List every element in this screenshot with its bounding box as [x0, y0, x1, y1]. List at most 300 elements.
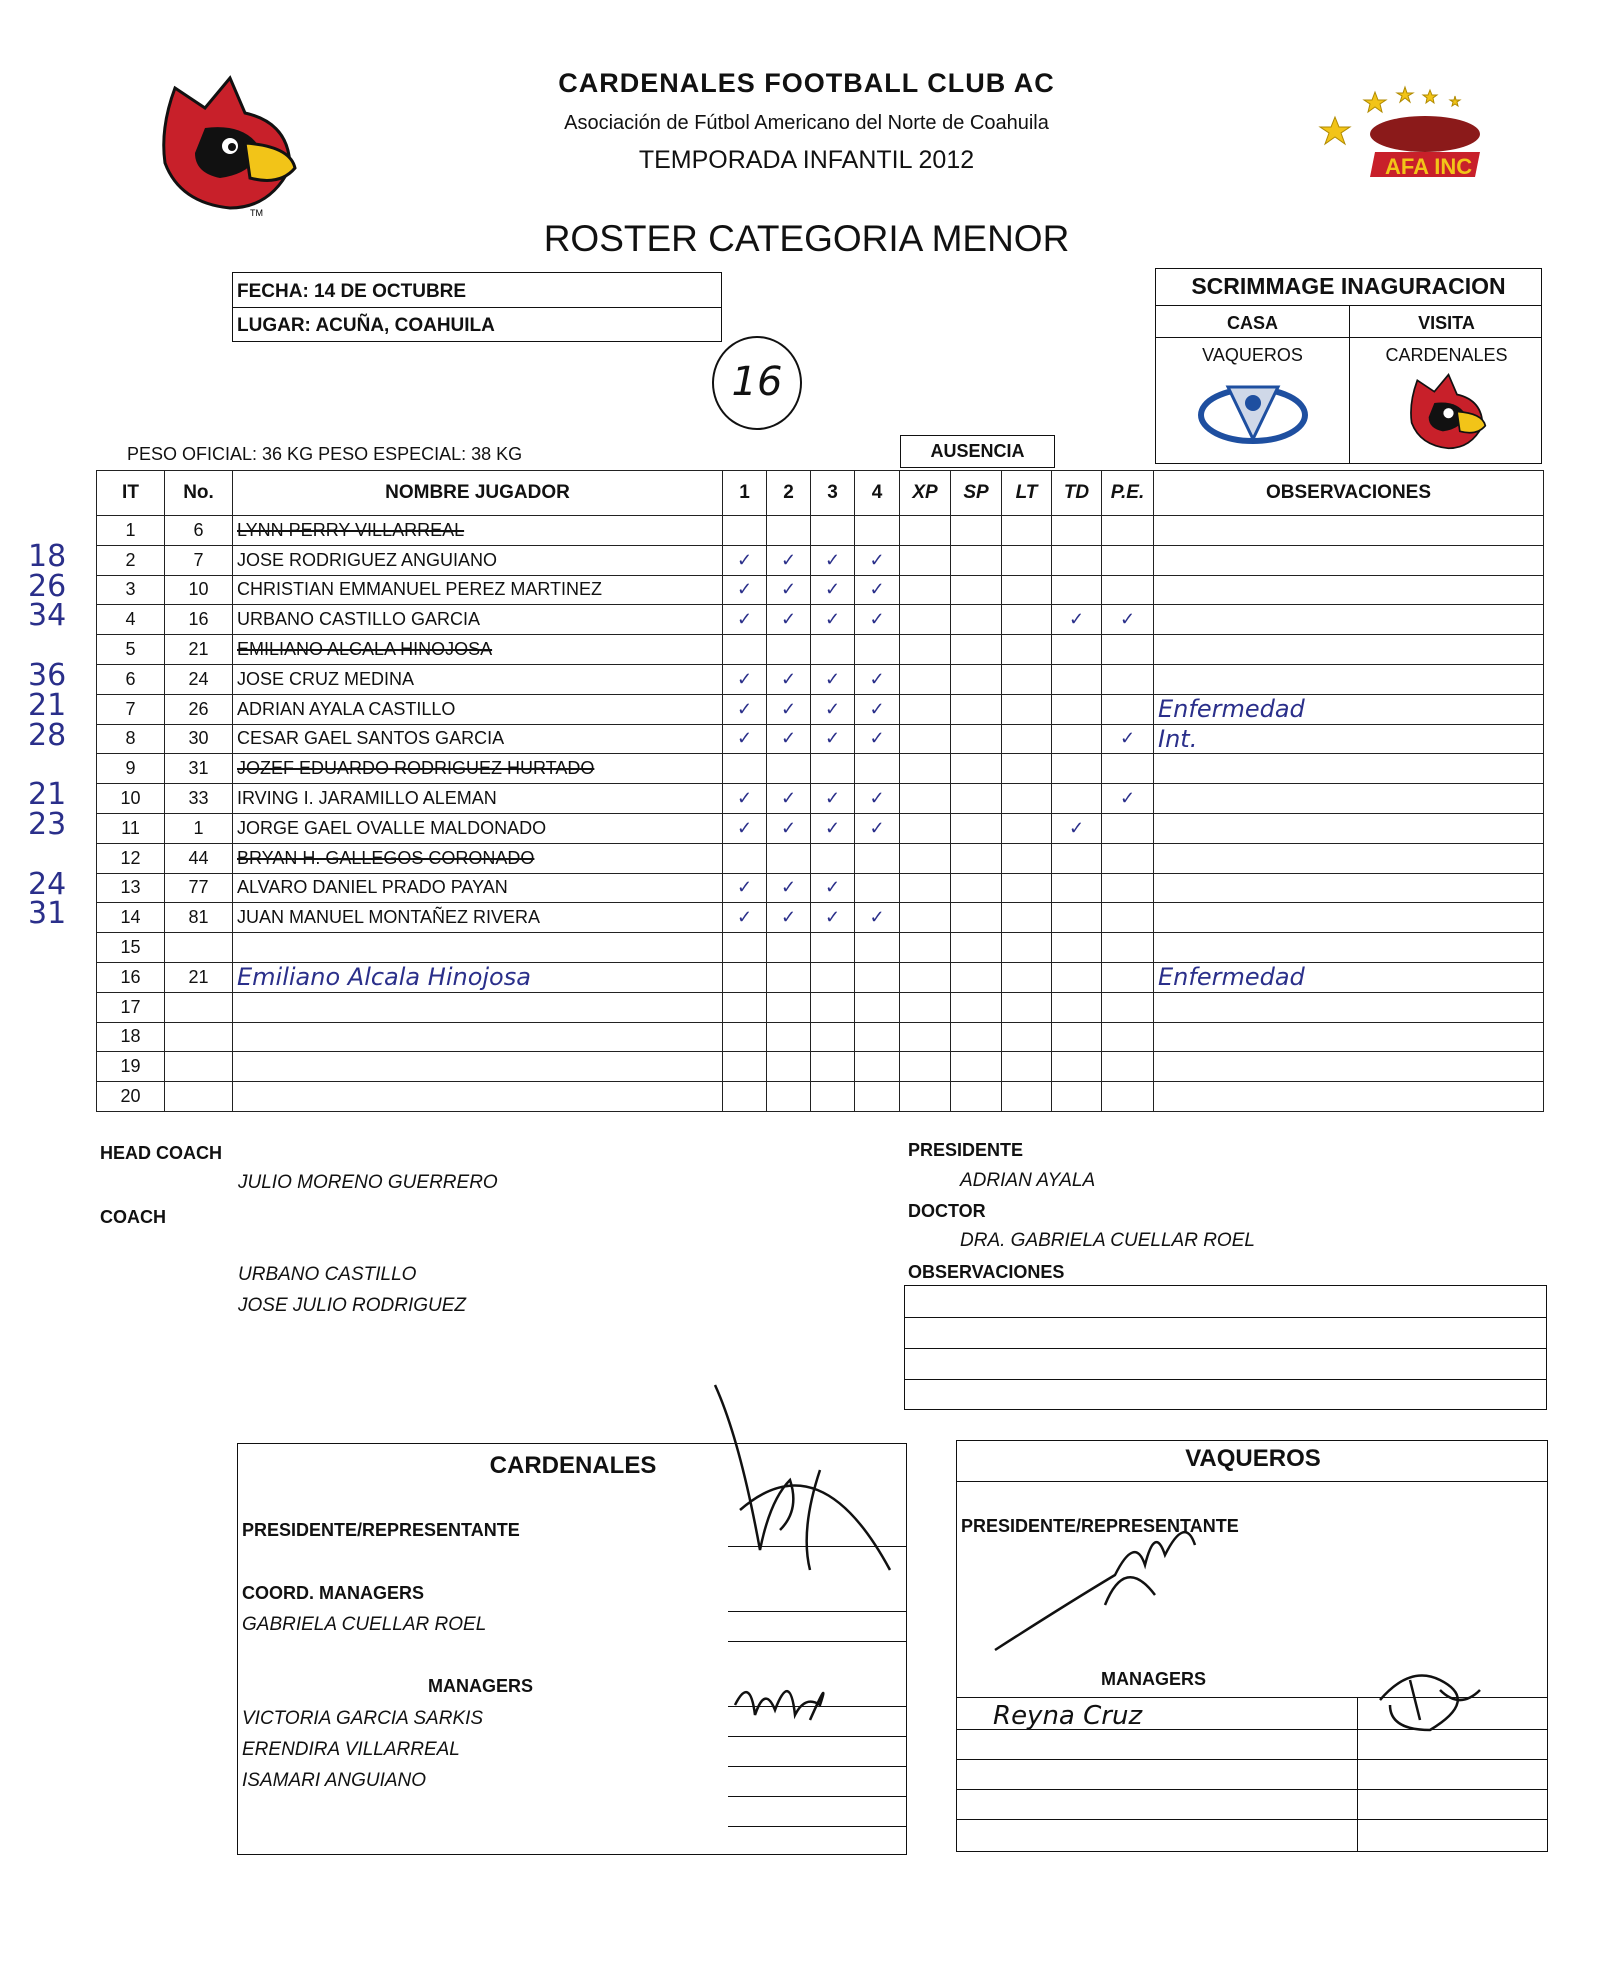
row-td: [1052, 635, 1102, 665]
col-q2: 2: [767, 471, 811, 516]
row-quarter-4: [855, 1022, 900, 1052]
observaciones-label: OBSERVACIONES: [908, 1262, 1065, 1282]
row-quarter-2: [767, 843, 811, 873]
row-pe: ✓: [1102, 724, 1154, 754]
row-pe: [1102, 903, 1154, 933]
row-number: 31: [165, 754, 233, 784]
trademark-mark: TM: [250, 208, 263, 218]
row-quarter-3: [811, 992, 855, 1022]
row-quarter-2: ✓: [767, 724, 811, 754]
roster-title: ROSTER CATEGORIA MENOR: [543, 218, 1070, 259]
row-number: [165, 1022, 233, 1052]
row-pe: [1102, 545, 1154, 575]
row-xp: [900, 784, 951, 814]
row-lt: [1002, 575, 1052, 605]
row-player-name: ALVARO DANIEL PRADO PAYAN: [233, 873, 723, 903]
row-player-name: [233, 933, 723, 963]
casa-team: VAQUEROS: [1202, 345, 1303, 365]
row-quarter-1: [723, 843, 767, 873]
row-number: 26: [165, 694, 233, 724]
head-coach-label: HEAD COACH: [100, 1143, 223, 1163]
row-number: 1: [165, 813, 233, 843]
row-quarter-3: [811, 962, 855, 992]
row-lt: [1002, 843, 1052, 873]
table-row: [97, 843, 1544, 873]
row-number: [165, 1082, 233, 1112]
row-number: 21: [165, 962, 233, 992]
row-pe: [1102, 1022, 1154, 1052]
col-nombre: NOMBRE JUGADOR: [233, 471, 723, 516]
vaqueros-presidente-label: PRESIDENTE/REPRESENTANTE: [961, 1516, 1239, 1536]
row-quarter-2: [767, 1082, 811, 1112]
row-player-name: [233, 1082, 723, 1112]
row-player-name: JOZEF EDUARDO RODRIGUEZ HURTADO: [233, 754, 723, 784]
row-observaciones: [1154, 516, 1544, 546]
row-td: [1052, 1052, 1102, 1082]
roster-table: [96, 470, 1544, 1112]
row-player-name: CESAR GAEL SANTOS GARCIA: [233, 724, 723, 754]
row-number: [165, 1052, 233, 1082]
row-player-name: JOSE CRUZ MEDINA: [233, 664, 723, 694]
row-quarter-2: [767, 933, 811, 963]
row-it: 11: [97, 813, 165, 843]
row-player-name: URBANO CASTILLO GARCIA: [233, 605, 723, 635]
col-sp: SP: [951, 471, 1002, 516]
coach-name-2: JOSE JULIO RODRIGUEZ: [238, 1295, 467, 1316]
row-quarter-3: ✓: [811, 664, 855, 694]
row-sp: [951, 843, 1002, 873]
association-name: Asociación de Fútbol Americano del Norte de Coahuila: [564, 112, 1049, 134]
row-td: [1052, 754, 1102, 784]
row-xp: [900, 1082, 951, 1112]
row-quarter-4: [855, 873, 900, 903]
row-td: [1052, 784, 1102, 814]
row-xp: [900, 1052, 951, 1082]
cardenales-small-logo: [1401, 369, 1496, 454]
row-it: 3: [97, 575, 165, 605]
margin-note: 21: [28, 687, 67, 723]
row-quarter-2: [767, 516, 811, 546]
row-observaciones: [1154, 575, 1544, 605]
row-observaciones: [1154, 933, 1544, 963]
col-pe: P.E.: [1102, 471, 1154, 516]
row-sp: [951, 933, 1002, 963]
row-pe: [1102, 664, 1154, 694]
row-it: 14: [97, 903, 165, 933]
doctor-name: DRA. GABRIELA CUELLAR ROEL: [960, 1230, 1255, 1251]
row-quarter-3: ✓: [811, 694, 855, 724]
row-quarter-4: [855, 962, 900, 992]
row-quarter-3: [811, 754, 855, 784]
row-number: 6: [165, 516, 233, 546]
margin-note: 23: [28, 807, 67, 842]
row-xp: [900, 545, 951, 575]
visita-team: CARDENALES: [1385, 345, 1508, 365]
row-quarter-3: ✓: [811, 813, 855, 843]
row-observaciones: [1154, 1082, 1544, 1112]
row-quarter-4: ✓: [855, 605, 900, 635]
row-quarter-1: [723, 516, 767, 546]
row-td: [1052, 903, 1102, 933]
row-it: 12: [97, 843, 165, 873]
vaqueros-managers-label: MANAGERS: [1101, 1669, 1207, 1689]
table-row: [97, 545, 1544, 575]
row-pe: [1102, 992, 1154, 1022]
row-quarter-3: ✓: [811, 784, 855, 814]
row-sp: [951, 664, 1002, 694]
row-quarter-2: [767, 992, 811, 1022]
fecha-lugar-box: [232, 272, 722, 342]
vaqueros-logo: [1198, 377, 1308, 447]
row-quarter-2: ✓: [767, 813, 811, 843]
season-title: TEMPORADA INFANTIL 2012: [638, 146, 975, 174]
row-xp: [900, 724, 951, 754]
table-row: [97, 694, 1544, 724]
row-player-name: [233, 1052, 723, 1082]
row-player-name: IRVING I. JARAMILLO ALEMAN: [233, 784, 723, 814]
row-quarter-3: [811, 843, 855, 873]
row-lt: [1002, 516, 1052, 546]
cardenales-box-title: CARDENALES: [489, 1452, 657, 1479]
row-player-name: Emiliano Alcala Hinojosa: [233, 962, 723, 992]
vaqueros-president-signature: [985, 1495, 1215, 1655]
row-td: ✓: [1052, 605, 1102, 635]
margin-note: 31: [28, 896, 67, 932]
row-quarter-1: [723, 962, 767, 992]
margin-note: 36: [28, 658, 67, 693]
table-row: [97, 813, 1544, 843]
row-observaciones: [1154, 903, 1544, 933]
row-lt: [1002, 694, 1052, 724]
row-sp: [951, 605, 1002, 635]
row-pe: [1102, 575, 1154, 605]
row-sp: [951, 635, 1002, 665]
col-xp: XP: [900, 471, 951, 516]
row-td: [1052, 664, 1102, 694]
row-number: 33: [165, 784, 233, 814]
row-observaciones: Enfermedad: [1154, 694, 1544, 724]
row-xp: [900, 754, 951, 784]
row-number: 24: [165, 664, 233, 694]
row-quarter-1: [723, 635, 767, 665]
row-xp: [900, 873, 951, 903]
afa-logo-text: AFA INC: [1385, 154, 1473, 179]
cardenales-presidente-label: PRESIDENTE/REPRESENTANTE: [242, 1520, 520, 1540]
row-number: 81: [165, 903, 233, 933]
row-quarter-2: [767, 1052, 811, 1082]
row-sp: [951, 873, 1002, 903]
row-lt: [1002, 873, 1052, 903]
row-quarter-4: [855, 933, 900, 963]
row-it: 17: [97, 992, 165, 1022]
row-quarter-2: ✓: [767, 694, 811, 724]
row-xp: [900, 516, 951, 546]
row-quarter-2: ✓: [767, 903, 811, 933]
row-xp: [900, 813, 951, 843]
row-quarter-4: ✓: [855, 813, 900, 843]
row-observaciones: [1154, 605, 1544, 635]
row-pe: [1102, 754, 1154, 784]
row-xp: [900, 664, 951, 694]
row-observaciones: [1154, 1022, 1544, 1052]
row-xp: [900, 605, 951, 635]
row-number: 7: [165, 545, 233, 575]
row-it: 16: [97, 962, 165, 992]
table-row: [97, 635, 1544, 665]
table-row: [97, 962, 1544, 992]
coach-name-1: URBANO CASTILLO: [238, 1264, 417, 1285]
row-lt: [1002, 962, 1052, 992]
cardenales-manager-2: ERENDIRA VILLARREAL: [242, 1739, 460, 1760]
row-sp: [951, 992, 1002, 1022]
table-row: [97, 873, 1544, 903]
row-td: [1052, 1082, 1102, 1112]
vaqueros-manager-signature: [1370, 1660, 1490, 1740]
row-observaciones: [1154, 813, 1544, 843]
col-td: TD: [1052, 471, 1102, 516]
row-player-name: LYNN PERRY VILLARREAL: [233, 516, 723, 546]
row-quarter-4: [855, 1082, 900, 1112]
row-quarter-2: [767, 754, 811, 784]
row-quarter-1: [723, 933, 767, 963]
row-it: 13: [97, 873, 165, 903]
row-player-name: EMILIANO ALCALA HINOJOSA: [233, 635, 723, 665]
row-quarter-4: ✓: [855, 724, 900, 754]
table-row: [97, 605, 1544, 635]
row-td: [1052, 873, 1102, 903]
row-td: [1052, 962, 1102, 992]
row-xp: [900, 694, 951, 724]
row-quarter-1: ✓: [723, 664, 767, 694]
row-player-name: ADRIAN AYALA CASTILLO: [233, 694, 723, 724]
row-quarter-1: ✓: [723, 605, 767, 635]
row-it: 2: [97, 545, 165, 575]
row-quarter-2: ✓: [767, 784, 811, 814]
row-quarter-3: [811, 1052, 855, 1082]
row-quarter-3: ✓: [811, 903, 855, 933]
row-quarter-2: ✓: [767, 545, 811, 575]
row-xp: [900, 962, 951, 992]
row-lt: [1002, 813, 1052, 843]
table-row: [97, 1052, 1544, 1082]
row-sp: [951, 724, 1002, 754]
col-q1: 1: [723, 471, 767, 516]
row-xp: [900, 843, 951, 873]
coach-label: COACH: [100, 1207, 166, 1227]
table-row: [97, 664, 1544, 694]
ausencia-header: AUSENCIA: [900, 435, 1055, 468]
row-lt: [1002, 903, 1052, 933]
row-quarter-1: ✓: [723, 903, 767, 933]
row-td: [1052, 992, 1102, 1022]
row-player-name: [233, 1022, 723, 1052]
presidente-name: ADRIAN AYALA: [960, 1170, 1096, 1191]
table-row: [97, 992, 1544, 1022]
row-observaciones: [1154, 873, 1544, 903]
row-quarter-3: ✓: [811, 605, 855, 635]
row-td: [1052, 516, 1102, 546]
row-lt: [1002, 754, 1052, 784]
margin-note: 18: [28, 538, 67, 574]
row-lt: [1002, 933, 1052, 963]
row-it: 9: [97, 754, 165, 784]
row-quarter-4: ✓: [855, 664, 900, 694]
row-it: 4: [97, 605, 165, 635]
row-quarter-3: ✓: [811, 545, 855, 575]
row-quarter-1: [723, 1052, 767, 1082]
row-quarter-1: ✓: [723, 813, 767, 843]
row-lt: [1002, 1022, 1052, 1052]
row-quarter-1: [723, 754, 767, 784]
row-number: 77: [165, 873, 233, 903]
margin-note: 34: [28, 598, 67, 634]
row-observaciones: [1154, 635, 1544, 665]
row-quarter-1: ✓: [723, 575, 767, 605]
row-pe: [1102, 694, 1154, 724]
row-td: [1052, 575, 1102, 605]
col-it: IT: [97, 471, 165, 516]
row-observaciones: Enfermedad: [1154, 962, 1544, 992]
row-sp: [951, 754, 1002, 784]
row-xp: [900, 903, 951, 933]
row-td: [1052, 724, 1102, 754]
row-number: 21: [165, 635, 233, 665]
row-quarter-3: [811, 635, 855, 665]
row-player-name: JUAN MANUEL MONTAÑEZ RIVERA: [233, 903, 723, 933]
cardenales-coord-label: COORD. MANAGERS: [242, 1583, 425, 1603]
row-quarter-3: ✓: [811, 724, 855, 754]
presidente-label: PRESIDENTE: [908, 1140, 1024, 1160]
peso-field: PESO OFICIAL: 36 KG PESO ESPECIAL: 38 KG: [127, 444, 523, 464]
margin-note: 28: [28, 717, 67, 753]
row-pe: [1102, 1052, 1154, 1082]
row-sp: [951, 903, 1002, 933]
row-number: 10: [165, 575, 233, 605]
row-lt: [1002, 1082, 1052, 1112]
row-quarter-3: ✓: [811, 575, 855, 605]
row-it: 6: [97, 664, 165, 694]
margin-note: 21: [28, 777, 67, 813]
vaqueros-manager-handwritten: Reyna Cruz: [993, 1701, 1143, 1731]
row-quarter-3: [811, 933, 855, 963]
cardenales-managers-label: MANAGERS: [428, 1676, 534, 1696]
row-it: 19: [97, 1052, 165, 1082]
row-observaciones: [1154, 664, 1544, 694]
row-pe: [1102, 635, 1154, 665]
row-lt: [1002, 605, 1052, 635]
row-sp: [951, 813, 1002, 843]
row-td: [1052, 545, 1102, 575]
row-quarter-2: ✓: [767, 605, 811, 635]
row-it: 15: [97, 933, 165, 963]
head-coach-name: JULIO MORENO GUERRERO: [238, 1172, 498, 1193]
scrimmage-box: [1155, 268, 1542, 464]
row-quarter-2: ✓: [767, 664, 811, 694]
row-observaciones: [1154, 1052, 1544, 1082]
row-number: 44: [165, 843, 233, 873]
table-row: [97, 724, 1544, 754]
cardenales-president-signature: [700, 1380, 900, 1580]
cardenales-coord-name: GABRIELA CUELLAR ROEL: [242, 1614, 487, 1635]
row-quarter-1: [723, 1082, 767, 1112]
row-pe: ✓: [1102, 784, 1154, 814]
row-quarter-4: [855, 843, 900, 873]
row-lt: [1002, 545, 1052, 575]
roster-header-row: [97, 471, 1544, 516]
row-xp: [900, 575, 951, 605]
row-pe: [1102, 516, 1154, 546]
row-quarter-2: [767, 1022, 811, 1052]
row-lt: [1002, 724, 1052, 754]
table-row: [97, 1082, 1544, 1112]
row-quarter-2: ✓: [767, 873, 811, 903]
row-td: ✓: [1052, 813, 1102, 843]
row-observaciones: [1154, 843, 1544, 873]
row-observaciones: [1154, 754, 1544, 784]
row-quarter-4: [855, 992, 900, 1022]
row-it: 18: [97, 1022, 165, 1052]
row-td: [1052, 933, 1102, 963]
row-pe: [1102, 962, 1154, 992]
table-row: [97, 754, 1544, 784]
club-name: CARDENALES FOOTBALL CLUB AC: [558, 68, 1055, 98]
row-pe: [1102, 873, 1154, 903]
row-it: 1: [97, 516, 165, 546]
row-sp: [951, 1022, 1002, 1052]
row-xp: [900, 635, 951, 665]
row-lt: [1002, 1052, 1052, 1082]
row-quarter-3: [811, 1082, 855, 1112]
table-row: [97, 933, 1544, 963]
row-xp: [900, 1022, 951, 1052]
row-number: 30: [165, 724, 233, 754]
row-lt: [1002, 992, 1052, 1022]
row-quarter-2: [767, 962, 811, 992]
row-quarter-4: ✓: [855, 575, 900, 605]
row-lt: [1002, 784, 1052, 814]
row-it: 5: [97, 635, 165, 665]
circled-number: 16: [712, 336, 802, 430]
row-player-name: [233, 992, 723, 1022]
row-number: [165, 933, 233, 963]
col-q4: 4: [855, 471, 900, 516]
row-pe: [1102, 1082, 1154, 1112]
row-sp: [951, 784, 1002, 814]
col-q3: 3: [811, 471, 855, 516]
col-observaciones: OBSERVACIONES: [1154, 471, 1544, 516]
row-td: [1052, 843, 1102, 873]
row-quarter-1: ✓: [723, 873, 767, 903]
table-row: [97, 1022, 1544, 1052]
cardenales-manager-1: VICTORIA GARCIA SARKIS: [242, 1708, 484, 1729]
row-sp: [951, 1052, 1002, 1082]
row-quarter-3: [811, 516, 855, 546]
row-observaciones: [1154, 545, 1544, 575]
row-quarter-1: [723, 992, 767, 1022]
margin-note: 26: [28, 568, 67, 604]
row-observaciones: [1154, 784, 1544, 814]
row-sp: [951, 575, 1002, 605]
row-player-name: JORGE GAEL OVALLE MALDONADO: [233, 813, 723, 843]
doctor-label: DOCTOR: [908, 1201, 986, 1221]
row-xp: [900, 933, 951, 963]
row-sp: [951, 694, 1002, 724]
scrimmage-title: SCRIMMAGE INAGURACION: [1191, 273, 1506, 299]
row-sp: [951, 545, 1002, 575]
row-quarter-1: ✓: [723, 724, 767, 754]
row-quarter-4: [855, 754, 900, 784]
table-row: [97, 903, 1544, 933]
